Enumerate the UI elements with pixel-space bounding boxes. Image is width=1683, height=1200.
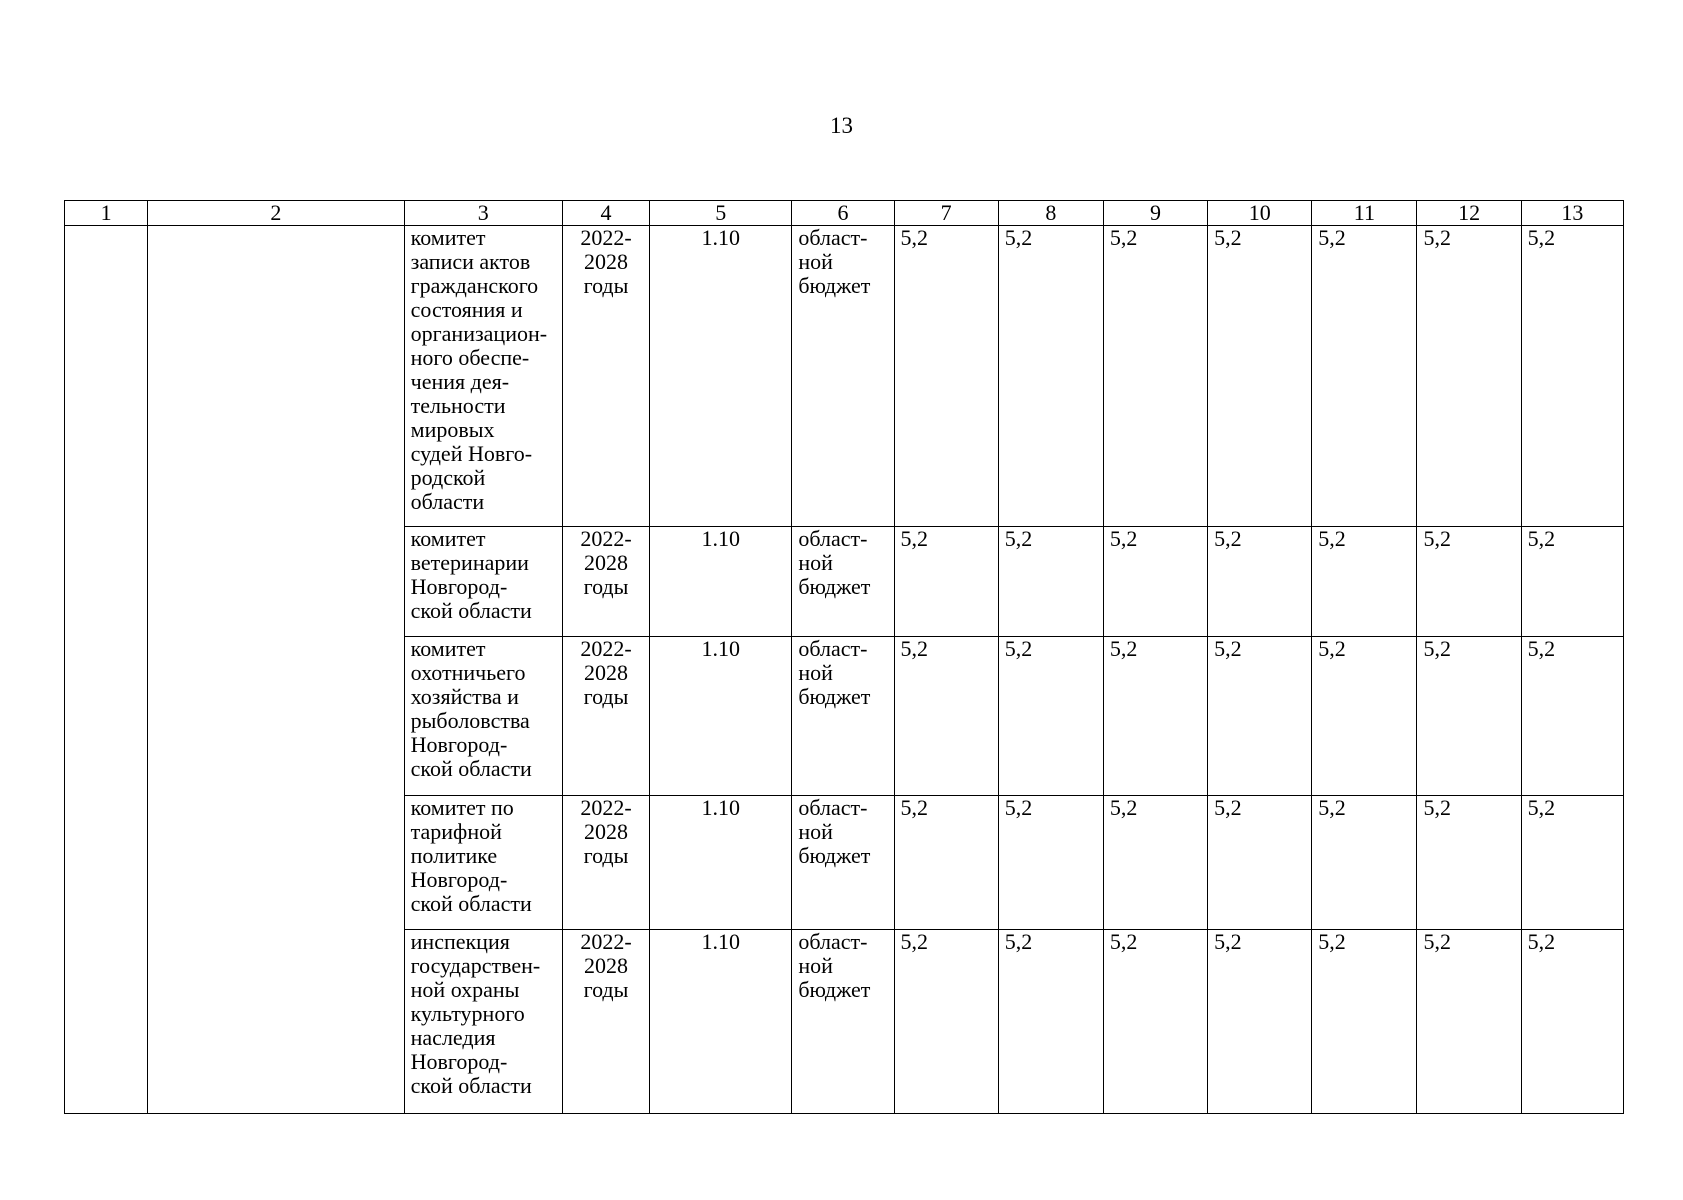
period-cell: 2022- 2028 годы: [562, 226, 649, 527]
value-cell: 5,2: [1103, 527, 1207, 637]
value-cell: 5,2: [998, 637, 1103, 796]
value-cell: 5,2: [1208, 527, 1312, 637]
value-cell: 5,2: [1312, 796, 1417, 930]
period-cell: 2022- 2028 годы: [562, 637, 649, 796]
value-cell: 5,2: [1417, 930, 1521, 1114]
value-cell: 5,2: [1103, 226, 1207, 527]
value-cell: 5,2: [1417, 637, 1521, 796]
column-header: 2: [148, 201, 404, 226]
value-cell: 5,2: [1103, 930, 1207, 1114]
value-cell: 5,2: [1417, 796, 1521, 930]
value-cell: 5,2: [1312, 527, 1417, 637]
table-row: [65, 226, 1624, 527]
value-cell: 5,2: [1521, 637, 1623, 796]
funding-source-cell: област- ной бюджет: [792, 796, 894, 930]
merged-cell-col-1: [65, 226, 148, 1114]
organization-cell: комитет охотничьего хозяйства и рыболовства Новгород- ской области: [404, 637, 562, 796]
value-cell: 5,2: [1208, 637, 1312, 796]
funding-source-cell: област- ной бюджет: [792, 527, 894, 637]
code-cell: 1.10: [650, 527, 792, 637]
merged-cell-col-2: [148, 226, 404, 1114]
value-cell: 5,2: [998, 796, 1103, 930]
page-number: 13: [830, 113, 853, 138]
table-header: [65, 201, 1624, 226]
column-header: 9: [1103, 201, 1207, 226]
column-header: 6: [792, 201, 894, 226]
period-cell: 2022- 2028 годы: [562, 796, 649, 930]
value-cell: 5,2: [1208, 796, 1312, 930]
value-cell: 5,2: [1417, 226, 1521, 527]
header-row: [65, 201, 1624, 226]
organization-cell: комитет ветеринарии Новгород- ской области: [404, 527, 562, 637]
column-header: 10: [1208, 201, 1312, 226]
column-header: 11: [1312, 201, 1417, 226]
funding-source-cell: област- ной бюджет: [792, 930, 894, 1114]
value-cell: 5,2: [1521, 796, 1623, 930]
code-cell: 1.10: [650, 930, 792, 1114]
code-cell: 1.10: [650, 796, 792, 930]
column-header: 1: [65, 201, 148, 226]
funding-source-cell: област- ной бюджет: [792, 637, 894, 796]
period-cell: 2022- 2028 годы: [562, 930, 649, 1114]
value-cell: 5,2: [1312, 930, 1417, 1114]
code-cell: 1.10: [650, 226, 792, 527]
code-cell: 1.10: [650, 637, 792, 796]
value-cell: 5,2: [1312, 637, 1417, 796]
column-header: 12: [1417, 201, 1521, 226]
value-cell: 5,2: [1521, 527, 1623, 637]
value-cell: 5,2: [894, 637, 998, 796]
column-header: 13: [1521, 201, 1623, 226]
value-cell: 5,2: [894, 930, 998, 1114]
column-header: 5: [650, 201, 792, 226]
value-cell: 5,2: [998, 226, 1103, 527]
value-cell: 5,2: [998, 527, 1103, 637]
period-cell: 2022- 2028 годы: [562, 527, 649, 637]
organization-cell: комитет по тарифной политике Новгород- ской области: [404, 796, 562, 930]
table-body: [65, 226, 1624, 1114]
value-cell: 5,2: [1417, 527, 1521, 637]
value-cell: 5,2: [1521, 226, 1623, 527]
organization-cell: комитет записи актов гражданского состояния и организацион- ного обеспе- чения дея- тельности мировых судей Новго- родской области: [404, 226, 562, 527]
value-cell: 5,2: [1312, 226, 1417, 527]
value-cell: 5,2: [894, 796, 998, 930]
column-header: 7: [894, 201, 998, 226]
column-header: 3: [404, 201, 562, 226]
value-cell: 5,2: [894, 527, 998, 637]
organization-cell: инспекция государствен- ной охраны культурного наследия Новгород- ской области: [404, 930, 562, 1114]
value-cell: 5,2: [894, 226, 998, 527]
column-header: 4: [562, 201, 649, 226]
value-cell: 5,2: [1103, 637, 1207, 796]
value-cell: 5,2: [998, 930, 1103, 1114]
value-cell: 5,2: [1208, 930, 1312, 1114]
value-cell: 5,2: [1208, 226, 1312, 527]
budget-table: [64, 200, 1624, 1114]
funding-source-cell: област- ной бюджет: [792, 226, 894, 527]
value-cell: 5,2: [1521, 930, 1623, 1114]
value-cell: 5,2: [1103, 796, 1207, 930]
column-header: 8: [998, 201, 1103, 226]
